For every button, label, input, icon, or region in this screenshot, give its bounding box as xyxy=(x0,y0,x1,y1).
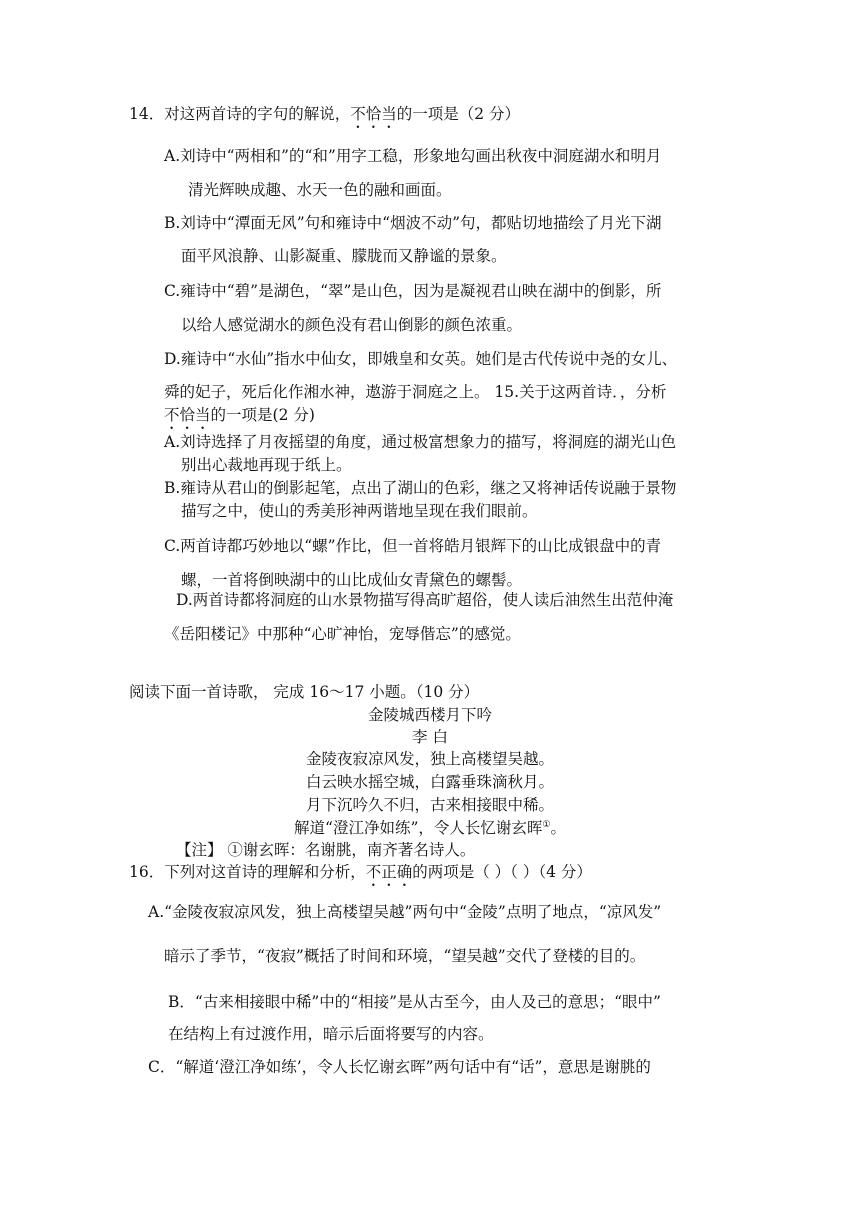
q16-option-b-cont: 在结构上有过渡作用，暗示后面将要写的内容。 xyxy=(168,1025,494,1043)
q15-stem: 不恰当的一项是(2 分) xyxy=(164,406,315,424)
q15-option-d: D.两首诗都将洞庭的山水景物描写得高旷超俗，使人读后油然生出范仲淹 xyxy=(176,591,674,609)
poem-note: 【注】 ①谢玄晖：名谢朓，南齐著名诗人。 xyxy=(176,841,476,859)
q14-stem: 14．对这两首诗的字句的解说，不恰当的一项是（2 分） xyxy=(129,105,521,123)
q14-option-c-cont: 以给人感觉湖水的颜色没有君山倒影的颜色浓重。 xyxy=(181,316,523,334)
footnote-mark: ① xyxy=(542,819,551,830)
q14-option-b: B.刘诗中“潭面无风”句和雍诗中“烟波不动”句，都贴切地描绘了月光下湖 xyxy=(164,214,662,232)
poem-line: 解道“澄江净如练”，令人长忆谢玄晖①。 xyxy=(294,819,566,837)
poem-line: 白云映水摇空城，白露垂珠滴秋月。 xyxy=(305,773,554,791)
q15-option-c: C.两首诗都巧妙地以“螺”作比，但一首将皓月银辉下的山比成银盘中的青 xyxy=(164,537,662,555)
q14-option-d-cont: 舜的妃子，死后化作湘水神，遨游于洞庭之上。 15.关于这两首诗．，分析 xyxy=(164,383,667,401)
q15-option-a-cont: 别出心裁地再现于纸上。 xyxy=(181,456,352,474)
q16-option-a: A.“金陵夜寂凉风发，独上高楼望吴越”两句中“金陵”点明了地点，“凉风发” xyxy=(148,903,662,921)
q14-option-d: D.雍诗中“水仙”指水中仙女，即娥皇和女英。她们是古代传说中尧的女儿、 xyxy=(164,350,678,368)
emphasis-text: 不正确 xyxy=(365,863,413,881)
q15-option-d-cont: 《岳阳楼记》中那种“心旷神怡，宠辱偕忘”的感觉。 xyxy=(164,625,521,643)
q16-stem: 16．下列对这首诗的理解和分析，不正确的两项是（ ）（ ）（4 分） xyxy=(129,863,592,881)
q15-option-c-cont: 螺，一首将倒映湖中的山比成仙女青黛色的螺髻。 xyxy=(181,571,523,589)
q15-option-b: B.雍诗从君山的倒影起笔，点出了湖山的色彩，继之又将神话传说融于景物 xyxy=(164,479,677,497)
q14-option-c: C.雍诗中“碧”是湖色，“翠”是山色，因为是凝视君山映在湖中的倒影，所 xyxy=(164,282,662,300)
q16-option-c: C．“解道‘澄江净如练’，令人长忆谢玄晖”两句话中有“话”，意思是谢朓的 xyxy=(148,1058,651,1076)
poem-title: 金陵城西楼月下吟 xyxy=(367,706,492,724)
reading-intro: 阅读下面一首诗歌， 完成 16～17 小题。（10 分） xyxy=(129,683,480,701)
q15-option-a: A.刘诗选择了月夜摇望的角度，通过极富想象力的描写，将洞庭的湖光山色 xyxy=(164,433,677,451)
q15-option-b-cont: 描写之中，使山的秀美形神两谐地呈现在我们眼前。 xyxy=(181,502,538,520)
poem-line: 月下沉吟久不归，古来相接眼中稀。 xyxy=(305,796,554,814)
q16-option-b: B．“古来相接眼中稀”中的“相接”是从古至今，由人及己的意思；“眼中” xyxy=(168,993,661,1011)
q14-option-a: A.刘诗中“两相和”的“和”用字工稳，形象地勾画出秋夜中洞庭湖水和明月 xyxy=(164,147,662,165)
q14-option-a-cont: 清光辉映成趣、水天一色的融和画面。 xyxy=(188,181,452,199)
poem-line: 金陵夜寂凉风发，独上高楼望吴越。 xyxy=(305,750,554,768)
q14-option-b-cont: 面平风浪静、山影凝重、朦胧而又静谧的景象。 xyxy=(181,247,507,265)
emphasis-text: 不恰当 xyxy=(164,406,211,424)
poem-author: 李 白 xyxy=(412,728,448,746)
q16-option-a-cont: 暗示了季节，“夜寂”概括了时间和环境，“望吴越”交代了登楼的目的。 xyxy=(164,947,646,965)
emphasis-text: 不恰当 xyxy=(350,105,397,123)
